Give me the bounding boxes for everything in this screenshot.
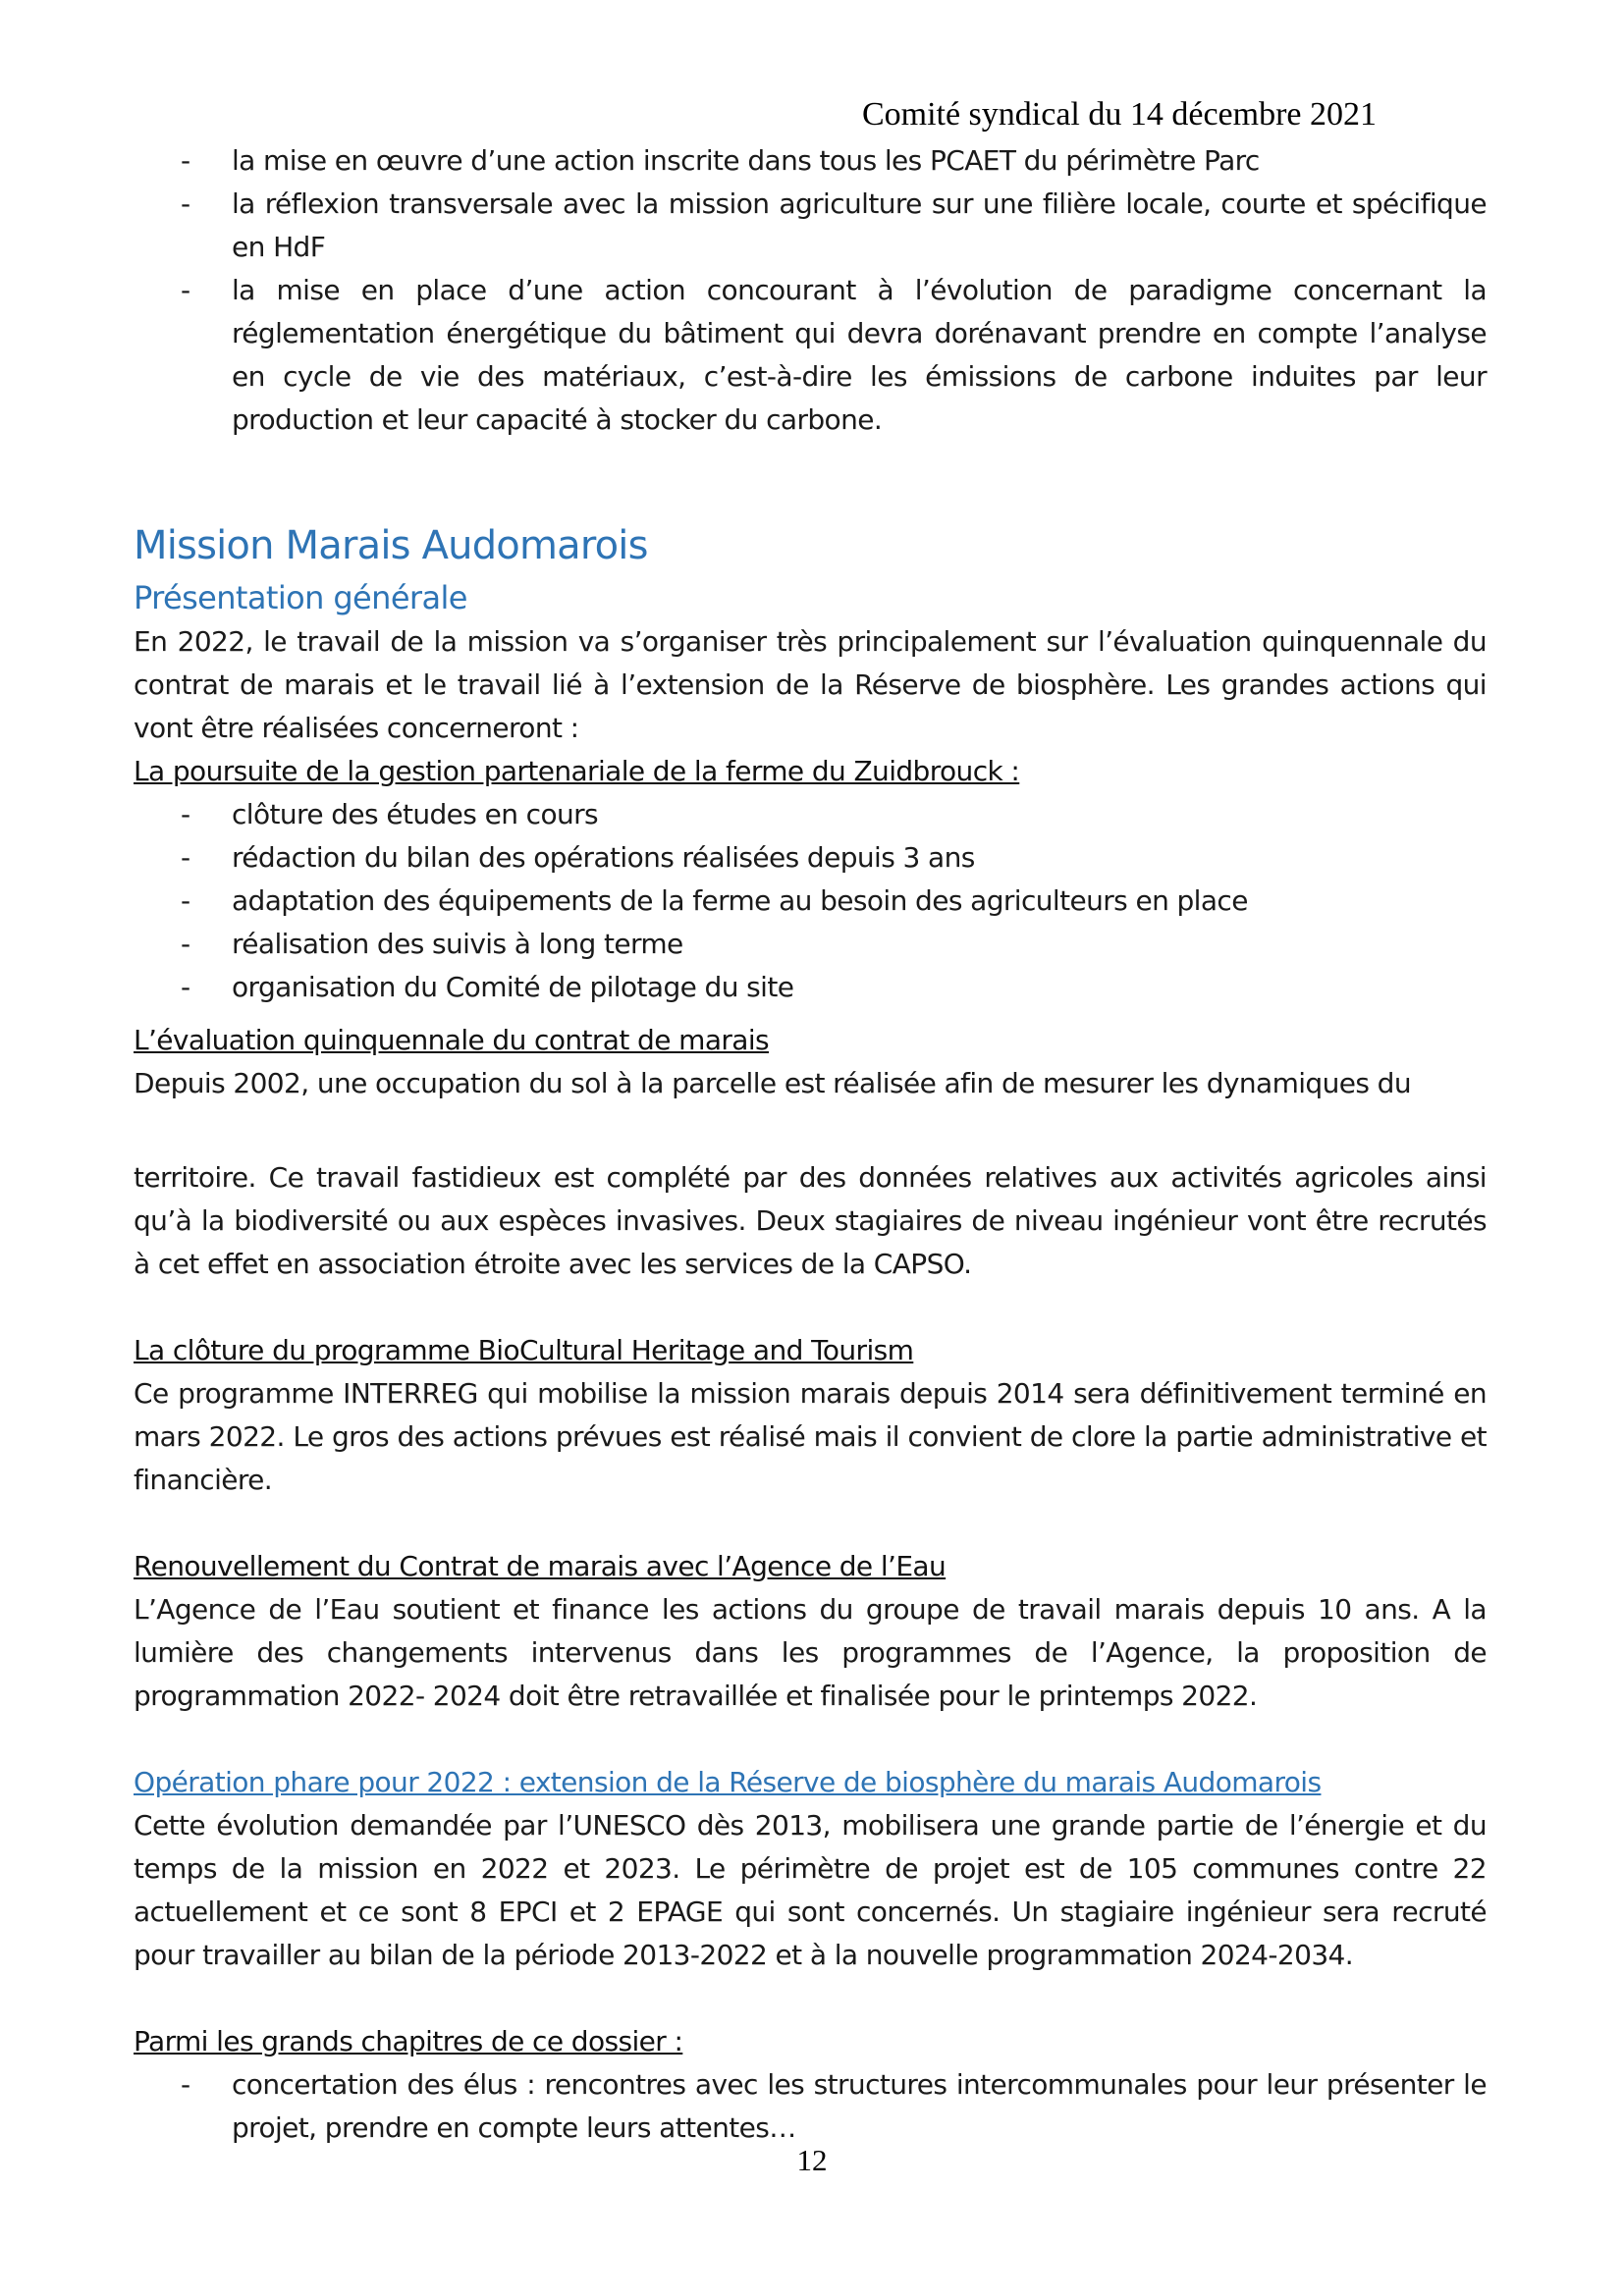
section-subtitle: Présentation générale — [134, 579, 467, 616]
list-item: - organisation du Comité de pilotage du site — [181, 971, 794, 1003]
page-number: 12 — [796, 2143, 828, 2177]
biocultural-heading: La clôture du programme BioCultural Heritage and Tourism — [134, 1334, 914, 1366]
list-item: - la mise en œuvre d’une action inscrite dans tous les PCAET du périmètre Parc — [181, 144, 1260, 177]
ferme-heading: La poursuite de la gestion partenariale de la ferme du Zuidbrouck : — [134, 755, 1020, 787]
operation-text: Cette évolution demandée par l’UNESCO dès 2013, mobilisera une grande partie de l’énergie et du temps de la mission en 2022 et 2023. Le périmètre de projet est de 105 communes contre 22 actuellement et ce sont 8 EPCI et 2 EPAGE qui sont concernés. Un stagiaire ingénieur sera recruté pour travailler au bilan de la période 2013-2022 et à la nouvelle programmation 2024-2034. — [134, 1809, 1487, 1971]
evaluation-text-1: Depuis 2002, une occupation du sol à la parcelle est réalisée afin de mesurer les dynamiques du — [134, 1067, 1411, 1099]
renouvellement-text: L’Agence de l’Eau soutient et finance les actions du groupe de travail marais depuis 10 ans. A la lumière des changements intervenus dans les programmes de l’Agence, la proposition de programmation 2022- 2024 doit être retravaillée et finalisée pour le printemps 2022. — [134, 1593, 1487, 1712]
biocultural-text: Ce programme INTERREG qui mobilise la mission marais depuis 2014 sera définitivement terminé en mars 2022. Le gros des actions prévues est réalisé mais il convient de clore la partie administrative et financière. — [134, 1377, 1487, 1496]
evaluation-text-2: territoire. Ce travail fastidieux est complété par des données relatives aux activités agricoles ainsi qu’à la biodiversité ou aux espèces invasives. Deux stagiaires de niveau ingénieur vont être recrutés à cet effet en association étroite avec les services de la CAPSO. — [134, 1161, 1487, 1280]
renouvellement-heading: Renouvellement du Contrat de marais avec l’Agence de l’Eau — [134, 1550, 947, 1582]
list-item: - clôture des études en cours — [181, 798, 599, 830]
document-header: Comité syndical du 14 décembre 2021 — [861, 96, 1377, 133]
list-item: - réalisation des suivis à long terme — [181, 928, 683, 960]
list-item: - adaptation des équipements de la ferme au besoin des agriculteurs en place — [181, 884, 1248, 917]
section-intro: En 2022, le travail de la mission va s’organiser très principalement sur l’évaluation quinquennale du contrat de marais et le travail lié à l’extension de la Réserve de biosphère. Les grandes actions qui vont être réalisées concerneront : — [134, 625, 1487, 744]
ferme-list — [134, 793, 1487, 1009]
page-content — [134, 139, 1487, 2150]
list-item: - la réflexion transversale avec la mission agriculture sur une filière locale, courte et spécifique en HdF — [181, 187, 1487, 263]
evaluation-heading: L’évaluation quinquennale du contrat de marais — [134, 1024, 770, 1056]
operation-heading: Opération phare pour 2022 : extension de la Réserve de biosphère du marais Audomarois — [134, 1766, 1322, 1798]
list-item: - la mise en place d’une action concourant à l’évolution de paradigme concernant la réglementation énergétique du bâtiment qui devra dorénavant prendre en compte l’analyse en cycle de vie des matériaux, c’est-à-dire les émissions de carbone induites par leur production et leur capacité à stocker du carbone. — [181, 274, 1487, 436]
intro-list — [134, 139, 1487, 442]
section-title: Mission Marais Audomarois — [134, 523, 648, 568]
chapitres-list — [134, 2063, 1487, 2150]
chapitres-heading: Parmi les grands chapitres de ce dossier : — [134, 2025, 683, 2057]
list-item: - rédaction du bilan des opérations réalisées depuis 3 ans — [181, 841, 975, 874]
list-item: - concertation des élus : rencontres avec les structures intercommunales pour leur présenter le projet, prendre en compte leurs attentes… — [181, 2068, 1487, 2144]
